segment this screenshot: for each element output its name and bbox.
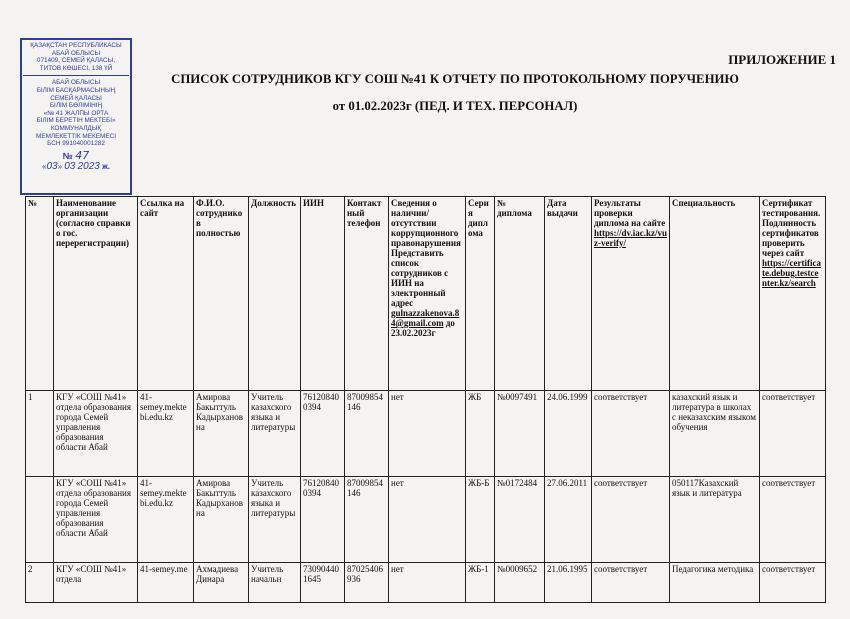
cell-specialty: казахский язык и литература в школах с неказахским языком обучения xyxy=(670,391,760,477)
cell-corruption: нет xyxy=(389,391,466,477)
cell-site: 41-semey.mektebi.edu.kz xyxy=(138,477,194,563)
table-row xyxy=(26,391,826,477)
col-header-specialty: Специальность xyxy=(670,197,760,391)
cell-phone: 87009854146 xyxy=(345,477,389,563)
cell-site: 41-semey.me xyxy=(138,563,194,603)
cell-position: Учитель казахского языка и литературы xyxy=(249,477,301,563)
stamp-number-value: 47 xyxy=(75,148,90,162)
stamp-address xyxy=(23,42,129,72)
official-stamp xyxy=(20,38,132,195)
cell-organization: КГУ «СОШ №41» отдела xyxy=(54,563,138,603)
cell-diploma: №0009652 xyxy=(495,563,545,603)
cell-diploma: №0097491 xyxy=(495,391,545,477)
cell-fio: Амирова Бакыттуль Кадырхановна xyxy=(194,477,249,563)
certificate-check-link[interactable]: https://certificate.debug.testcenter.kz/search xyxy=(762,258,821,288)
cell-specialty: 050117Казахский язык и литература xyxy=(670,477,760,563)
cell-corruption: нет xyxy=(389,563,466,603)
cell-corruption: нет xyxy=(389,477,466,563)
cell-series: ЖБ-Б xyxy=(466,477,495,563)
cell-fio: Амирова Бакыттуль Кадырхановна xyxy=(194,391,249,477)
stamp-line: БСН 991040001282 xyxy=(47,140,105,148)
stamp-line: БІЛІМ БАСҚАРМАСЫНЫҢ xyxy=(36,86,116,94)
col-header-diploma: № диплома xyxy=(495,197,545,391)
stamp-number: № 47 xyxy=(62,148,90,162)
col-header-date: Дата выдачи xyxy=(545,197,592,391)
table-header-row xyxy=(26,197,826,391)
cell-site: 41-semey.mektebi.edu.kz xyxy=(138,391,194,477)
cell-phone: 87009854146 xyxy=(345,391,389,477)
cell-date: 24.06.1999 xyxy=(545,391,592,477)
stamp-line: БІЛІМ БЕРЕТІН МЕКТЕБІ» xyxy=(36,117,116,125)
stamp-line: АБАЙ ОБЛЫСЫ xyxy=(51,49,101,57)
col-header-number: № xyxy=(26,197,54,391)
cell-iin: 761208400394 xyxy=(301,391,345,477)
cell-date: 27.06.2011 xyxy=(545,477,592,563)
diploma-check-link[interactable]: https://dv.iac.kz/vuz-verify/ xyxy=(594,228,668,248)
stamp-line: АБАЙ ОБЛЫСЫ xyxy=(51,79,101,87)
stamp-line: «№ 41 ЖАЛПЫ ОРТА xyxy=(43,109,109,117)
document-subtitle: от 01.02.2023г (ПЕД. И ТЕХ. ПЕРСОНАЛ) xyxy=(332,99,578,113)
cell-specialty: Педагогика методика xyxy=(670,563,760,603)
staff-table xyxy=(25,196,826,603)
table-row xyxy=(26,563,826,603)
cell-fio: Ахмадиева Динара xyxy=(194,563,249,603)
col-header-series: Серия диплома xyxy=(466,197,495,391)
stamp-line: 071409, СЕМЕЙ ҚАЛАСЫ, xyxy=(36,57,116,65)
cell-position: Учитель начальн xyxy=(249,563,301,603)
cell-phone: 87025406936 xyxy=(345,563,389,603)
stamp-line: МЕМЛЕКЕТТІК МЕКЕМЕСІ xyxy=(36,132,116,140)
col-header-corruption: Сведения о наличии/отсутствии коррупционного правонарушения Представить список сотрудников с ИИН на электронный адрес gulnazzakenova.84@gmail.com до 23.02.2023г xyxy=(389,197,466,391)
cell-number: 2 xyxy=(26,563,54,603)
col-header-organization: Наименование организации (согласно справки о гос. перерегистрации) xyxy=(54,197,138,391)
appendix-label: ПРИЛОЖЕНИЕ 1 xyxy=(728,52,836,67)
table-row xyxy=(26,477,826,563)
cell-organization: КГУ «СОШ №41» отдела образования города Семей управления образования области Абай xyxy=(54,477,138,563)
cell-certificate: соответствует xyxy=(760,477,826,563)
cell-check: соответствует xyxy=(592,391,670,477)
cell-position: Учитель казахского языка и литературы xyxy=(249,391,301,477)
stamp-line: СЕМЕЙ ҚАЛАСЫ xyxy=(50,94,102,102)
col-header-iin: ИИН xyxy=(301,197,345,391)
stamp-line: ҚАЗАҚСТАН РЕСПУБЛИКАСЫ xyxy=(30,42,122,49)
cell-number xyxy=(26,477,54,563)
cell-series: ЖБ-1 xyxy=(466,563,495,603)
col-header-check: Результаты проверки диплома на сайте https://dv.iac.kz/vuz-verify/ xyxy=(592,197,670,391)
stamp-org xyxy=(23,79,129,147)
email-link[interactable]: gulnazzakenova.84@gmail.com xyxy=(391,308,460,328)
cell-series: ЖБ xyxy=(466,391,495,477)
cell-certificate: соответствует xyxy=(760,563,826,603)
cell-number: 1 xyxy=(26,391,54,477)
cell-date: 21.06.1995 xyxy=(545,563,592,603)
col-header-fio: Ф.И.О. сотрудников полностью xyxy=(194,197,249,391)
stamp-line: ТИТОВ КӨШЕСІ, 138 ҮЙ xyxy=(39,64,113,72)
stamp-date: «03» 03 2023 ж. xyxy=(42,161,110,173)
document-title: СПИСОК СОТРУДНИКОВ КГУ СОШ №41 К ОТЧЕТУ ПО ПРОТОКОЛЬНОМУ ПОРУЧЕНИЮ xyxy=(171,72,739,86)
cell-diploma: №0172484 xyxy=(495,477,545,563)
cell-organization: КГУ «СОШ №41» отдела образования города Семей управления образования области Абай xyxy=(54,391,138,477)
col-header-site: Ссылка на сайт xyxy=(138,197,194,391)
stamp-divider xyxy=(23,75,129,76)
cell-check: соответствует xyxy=(592,477,670,563)
col-header-phone: Контактный телефон xyxy=(345,197,389,391)
col-header-position: Должность xyxy=(249,197,301,391)
cell-iin: 761208400394 xyxy=(301,477,345,563)
stamp-line: БІЛІМ БӨЛІМІНІҢ xyxy=(49,102,103,110)
cell-certificate: соответствует xyxy=(760,391,826,477)
col-header-certificate: Сертификат тестирования. Подлинность сертификатов проверить через сайт https://certificate.debug.testcenter.kz/search xyxy=(760,197,826,391)
cell-iin: 730904401645 xyxy=(301,563,345,603)
cell-check: соответствует xyxy=(592,563,670,603)
stamp-line: КОММУНАЛДЫҚ xyxy=(50,124,102,132)
